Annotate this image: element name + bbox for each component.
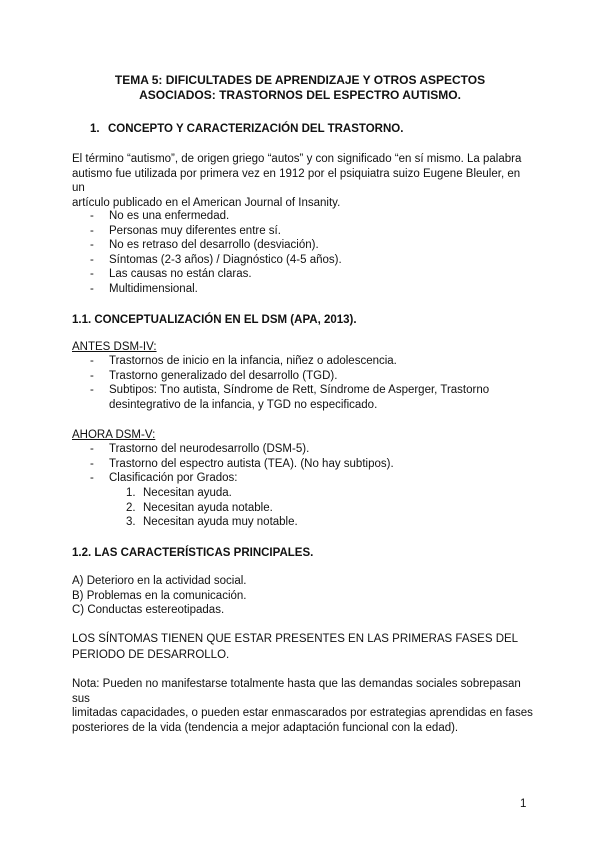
characteristic-item: B) Problemas en la comunicación. [72, 589, 247, 602]
list-item: - Clasificación por Grados: [90, 471, 530, 486]
grado-number: 2. [126, 501, 136, 514]
characteristic-item: C) Conductas estereotipadas. [72, 604, 225, 616]
statement-line: LOS SÍNTOMAS TIENEN QUE ESTAR PRESENTES EN LAS PRIMERAS FASES DEL [72, 633, 519, 645]
antes-item-continuation: desintegrativo de la infancia, y TGD no especificado. [109, 399, 378, 411]
list-item [126, 486, 298, 501]
document-title [60, 73, 540, 103]
section-1-number: 1. [90, 123, 100, 135]
note-paragraph [72, 677, 534, 735]
note-line: limitadas capacidades, o pueden estar enmascarados por estrategias aprendidas en fases [72, 707, 533, 719]
list-item: - Trastorno del neurodesarrollo (DSM-5). [90, 442, 530, 457]
grado-number: 1. [126, 487, 136, 499]
list-item: - Trastornos de inicio en la infancia, niñez o adolescencia. [90, 354, 530, 369]
intro-line: El término “autismo”, de origen griego “autos” y con significado “en sí mismo. La palabra [72, 153, 522, 165]
antes-label: ANTES DSM-IV: [72, 341, 157, 353]
list-item: - Trastorno generalizado del desarrollo (TGD). [90, 369, 530, 384]
section-1-2-heading: 1.2. LAS CARACTERÍSTICAS PRINCIPALES. [72, 547, 314, 559]
list-item: - No es una enfermedad. [90, 209, 530, 224]
note-line: Nota: Pueden no manifestarse totalmente hasta que las demandas sociales sobrepasan sus [72, 678, 521, 705]
section-1-title: CONCEPTO Y CARACTERIZACIÓN DEL TRASTORNO. [108, 123, 404, 135]
list-item [126, 515, 298, 530]
list-item: - Subtipos: Tno autista, Síndrome de Rett, Síndrome de Asperger, Trastorno [90, 383, 530, 398]
title-line-2: ASOCIADOS: TRASTORNOS DEL ESPECTRO AUTISMO. [139, 88, 461, 102]
grados-list [126, 486, 298, 530]
characteristic-item: A) Deterioro en la actividad social. [72, 575, 247, 587]
list-item: - Las causas no están claras. [90, 267, 530, 282]
intro-line: artículo publicado en el American Journal of Insanity. [72, 196, 341, 209]
intro-line: autismo fue utilizada por primera vez en 1912 por el psiquiatra suizo Eugene Bleuler, en un [72, 167, 521, 194]
page-number: 1 [520, 798, 527, 810]
intro-paragraph [72, 152, 534, 210]
list-item: - Personas muy diferentes entre sí. [90, 224, 530, 239]
section-1-heading [90, 122, 403, 137]
grado-text: Necesitan ayuda notable. [143, 501, 273, 514]
title-line-1: TEMA 5: DIFICULTADES DE APRENDIZAJE Y OTROS ASPECTOS [114, 73, 486, 87]
section-1-1-heading: 1.1. CONCEPTUALIZACIÓN EN EL DSM (APA, 2013). [72, 314, 357, 326]
characteristics-list [90, 209, 530, 296]
main-characteristics [72, 574, 534, 618]
list-item [126, 501, 298, 516]
ahora-list [90, 442, 530, 486]
grado-number: 3. [126, 516, 136, 528]
grado-text: Necesitan ayuda muy notable. [143, 516, 298, 528]
statement-line: PERIODO DE DESARROLLO. [72, 649, 230, 661]
list-item: - Síntomas (2-3 años) / Diagnóstico (4-5 años). [90, 253, 530, 268]
symptoms-statement [72, 631, 534, 663]
antes-list [90, 354, 530, 398]
list-item: - No es retraso del desarrollo (desviación). [90, 238, 530, 253]
grado-text: Necesitan ayuda. [143, 487, 232, 499]
ahora-label: AHORA DSM-V: [72, 429, 156, 441]
note-line: posteriores de la vida (tendencia a mejor adaptación funcional con la edad). [72, 721, 459, 734]
list-item: - Trastorno del espectro autista (TEA). (No hay subtipos). [90, 457, 530, 472]
list-item: - Multidimensional. [90, 282, 530, 297]
